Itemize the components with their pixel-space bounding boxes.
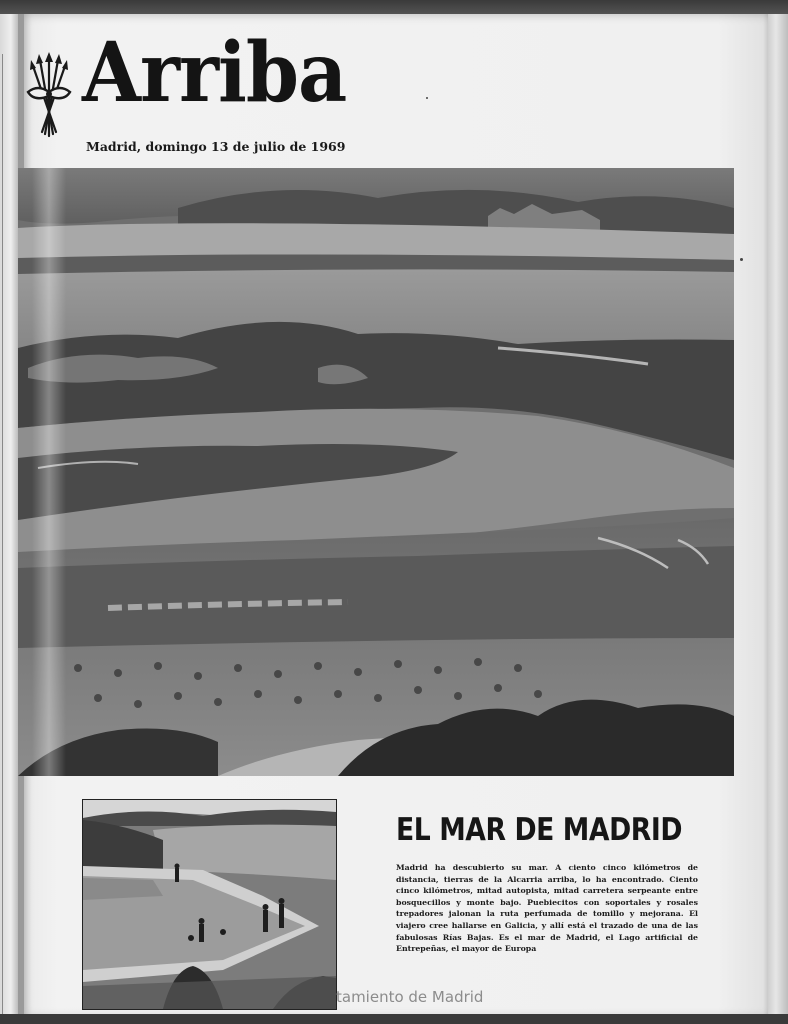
page-right-edge [768, 14, 788, 1018]
print-speck [740, 258, 743, 261]
main-photo [18, 168, 734, 776]
article-body: Madrid ha descubierto su mar. A ciento cinco kilómetros de distancia, tierras de la Alcarria arriba, lo ha encontrado. Ciento cinco kilómetros, mitad autopista, mitad carretera serpeante entre bosquecillos y monte bajo. Puebiecitos con soportales y rosales trepadores jalonan la ruta perfumada de tomillo y mejorana. El viajero cree hallarse en Galicia, y allí está el trazado de una de las fabulosas Rías Bajas. Es el mar de Madrid, el Lago artificial de Entrepeñas, el mayor de Europa [396, 863, 698, 954]
print-speck [426, 97, 428, 99]
inset-photo [82, 799, 337, 1010]
dateline: Madrid, domingo 13 de julio de 1969 [86, 139, 346, 154]
archive-watermark: tamiento de Madrid [336, 988, 484, 1006]
scanner-bottom-edge [0, 1014, 788, 1024]
yoke-and-arrows-icon [24, 50, 74, 140]
previous-page-edge [0, 14, 18, 1018]
article-headline: EL MAR DE MADRID [396, 812, 683, 848]
newspaper-logo: Arriba [82, 24, 347, 121]
